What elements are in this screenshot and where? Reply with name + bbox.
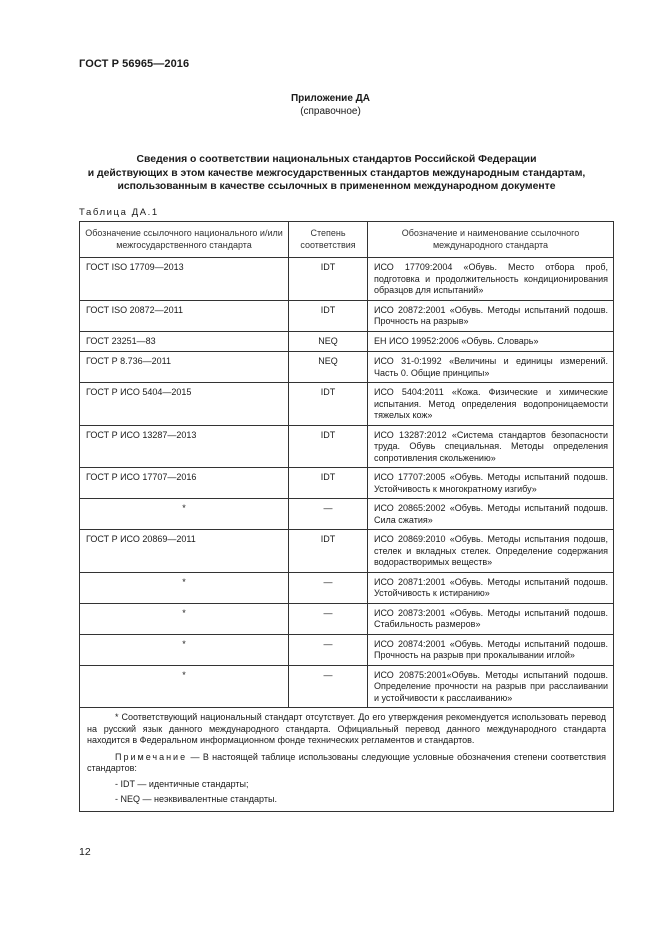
degree-cell: IDT — [289, 425, 368, 468]
footnote-item-neq: - NEQ — неэквивалентные стандарты. — [115, 794, 277, 804]
document-title — [60, 153, 613, 194]
national-standard-cell: ГОСТ Р ИСО 13287—2013 — [80, 425, 289, 468]
table-row — [80, 603, 614, 634]
document-title-line-2: и действующих в этом качестве межгосударственных стандартов международным стандартам, — [87, 167, 586, 179]
table-header-row — [80, 222, 614, 258]
international-standard-cell: ИСО 13287:2012 «Система стандартов безопасности труда. Обувь специальная. Методы определения сопротивления скольжению» — [368, 425, 614, 468]
document-title-line-1: Сведения о соответствии национальных стандартов Российской Федерации — [136, 154, 537, 165]
degree-cell: IDT — [289, 468, 368, 499]
degree-cell: — — [289, 634, 368, 665]
national-standard-cell: ГОСТ Р ИСО 5404—2015 — [80, 383, 289, 426]
table-row — [80, 499, 614, 530]
table-row — [80, 352, 614, 383]
table-row — [80, 300, 614, 331]
degree-cell: IDT — [289, 530, 368, 573]
degree-cell: — — [289, 665, 368, 708]
international-standard-cell: ИСО 31-0:1992 «Величины и единицы измерений. Часть 0. Общие принципы» — [368, 352, 614, 383]
degree-cell: — — [289, 603, 368, 634]
note-text: — В настоящей таблице использованы следующие условные обозначения степени соответствия стандартов: — [87, 751, 606, 773]
annex-subtitle: (справочное) — [300, 106, 361, 117]
footnote-star: * Соответствующий национальный стандарт отсутствует. До его утверждения рекомендуется использовать перевод на русский язык данного международного стандарта. Официальный перевод данного международного стандарта находится в Федеральном информационном фонде технических регламентов и стандартов. — [87, 712, 606, 745]
international-standard-cell: ИСО 5404:2011 «Кожа. Физические и химические испытания. Метод определения водопроницаемости тяжелых кож» — [368, 383, 614, 426]
degree-cell: IDT — [289, 258, 368, 301]
international-standard-cell: ИСО 20872:2001 «Обувь. Методы испытаний подошв. Прочность на разрыв» — [368, 300, 614, 331]
international-standard-cell: ИСО 20873:2001 «Обувь. Методы испытаний подошв. Стабильность размеров» — [368, 603, 614, 634]
degree-cell: IDT — [289, 300, 368, 331]
footnote-item-idt: - IDT — идентичные стандарты; — [115, 778, 249, 789]
header-degree: Степень соответствия — [289, 222, 368, 258]
degree-cell: — — [289, 499, 368, 530]
table-row — [80, 425, 614, 468]
international-standard-cell: ИСО 20865:2002 «Обувь. Методы испытаний подошв. Сила сжатия» — [368, 499, 614, 530]
national-standard-cell: ГОСТ Р 8.736—2011 — [80, 352, 289, 383]
national-standard-cell: * — [80, 499, 289, 530]
national-standard-cell: ГОСТ ISO 20872—2011 — [80, 300, 289, 331]
annex-heading — [0, 92, 661, 118]
national-standard-cell: ГОСТ Р ИСО 20869—2011 — [80, 530, 289, 573]
footnote-note — [87, 752, 606, 775]
national-standard-cell: * — [80, 572, 289, 603]
annex-title: Приложение ДА — [290, 93, 371, 104]
table-footnote-row — [80, 708, 614, 812]
table-row — [80, 468, 614, 499]
national-standard-cell: ГОСТ Р ИСО 17707—2016 — [80, 468, 289, 499]
degree-cell: IDT — [289, 383, 368, 426]
table-footnote — [80, 708, 614, 812]
table-row — [80, 530, 614, 573]
header-international-standard: Обозначение и наименование ссылочного международного стандарта — [368, 222, 614, 258]
table-row — [80, 258, 614, 301]
table-row — [80, 634, 614, 665]
national-standard-cell: * — [80, 603, 289, 634]
national-standard-cell: * — [80, 634, 289, 665]
note-label: Примечание — [115, 751, 188, 762]
national-standard-cell: ГОСТ ISO 17709—2013 — [80, 258, 289, 301]
degree-cell: — — [289, 572, 368, 603]
table-row — [80, 665, 614, 708]
page-number: 12 — [79, 846, 91, 858]
table-label: Таблица ДА.1 — [79, 207, 159, 218]
international-standard-cell: ИСО 17707:2005 «Обувь. Методы испытаний подошв. Устойчивость к многократному изгибу» — [368, 468, 614, 499]
international-standard-cell: ЕН ИСО 19952:2006 «Обувь. Словарь» — [368, 331, 614, 352]
standard-code: ГОСТ Р 56965—2016 — [79, 58, 190, 70]
national-standard-cell: * — [80, 665, 289, 708]
table-row — [80, 331, 614, 352]
table-row — [80, 572, 614, 603]
international-standard-cell: ИСО 17709:2004 «Обувь. Место отбора проб, подготовка и продолжительность кондиционирования образцов для испытаний» — [368, 258, 614, 301]
degree-cell: NEQ — [289, 331, 368, 352]
international-standard-cell: ИСО 20869:2010 «Обувь. Методы испытания подошв, стелек и вкладных стелек. Определение содержания водорастворимых веществ» — [368, 530, 614, 573]
national-standard-cell: ГОСТ 23251—83 — [80, 331, 289, 352]
degree-cell: NEQ — [289, 352, 368, 383]
international-standard-cell: ИСО 20871:2001 «Обувь. Методы испытаний подошв. Устойчивость к истиранию» — [368, 572, 614, 603]
header-national-standard: Обозначение ссылочного национального и/или межгосударственного стандарта — [80, 222, 289, 258]
document-title-line-3: использованным в качестве ссылочных в примененном международном документе — [117, 181, 556, 192]
correspondence-table — [79, 221, 614, 812]
table-row — [80, 383, 614, 426]
international-standard-cell: ИСО 20874:2001 «Обувь. Методы испытаний подошв. Прочность на разрыв при прокалывании иглой» — [368, 634, 614, 665]
international-standard-cell: ИСО 20875:2001«Обувь. Методы испытаний подошв. Определение прочности на разрыв при расслаивании и устойчивости к расслаиванию» — [368, 665, 614, 708]
